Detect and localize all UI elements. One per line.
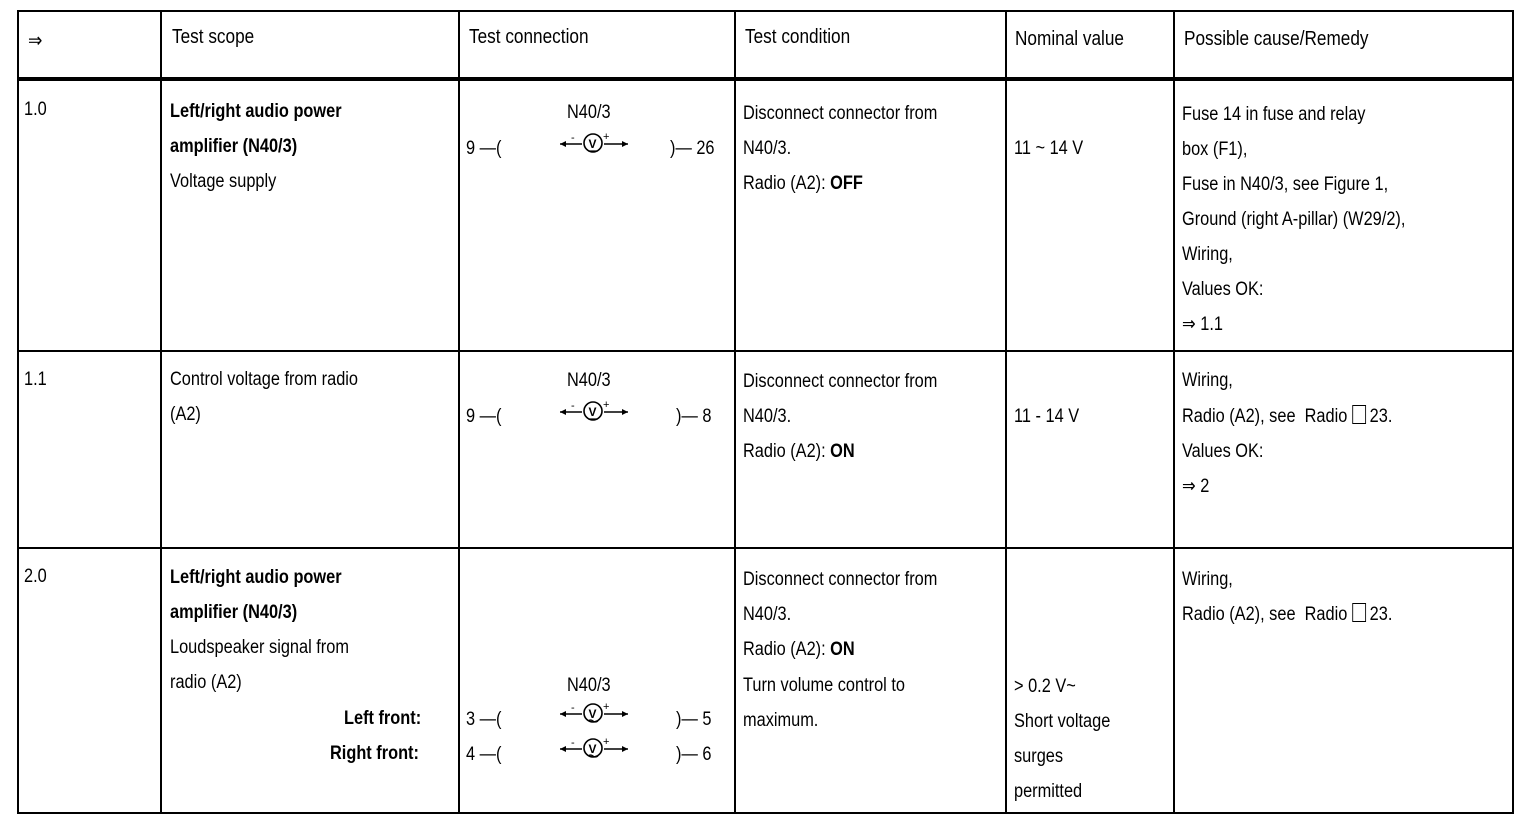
step-number: 1.0 xyxy=(24,99,47,120)
test-scope-title: Left/right audio power amplifier (N40/3) xyxy=(170,101,342,157)
right-front-label: Right front: xyxy=(330,743,419,764)
step-number: 2.0 xyxy=(24,566,47,587)
test-scope-text: Control voltage from radio (A2) xyxy=(170,369,359,425)
column-divider xyxy=(458,10,460,814)
svg-text:V: V xyxy=(588,742,597,756)
header-nominal-value: Nominal value xyxy=(1015,28,1124,50)
reference-box-icon xyxy=(1352,603,1366,622)
possible-cause-line: Wiring, xyxy=(1182,370,1233,391)
pin-right: )— 5 xyxy=(676,709,712,730)
left-front-label: Left front: xyxy=(344,708,422,729)
svg-text:-: - xyxy=(571,400,575,412)
row-divider xyxy=(17,350,1514,352)
nominal-value: > 0.2 V~ Short voltage surges permitted xyxy=(1014,676,1111,802)
voltmeter-symbol-icon xyxy=(558,398,630,424)
pin-right: )— 8 xyxy=(676,406,712,427)
nominal-value: 11 ~ 14 V xyxy=(1014,138,1084,159)
step-number: 1.1 xyxy=(24,369,47,390)
header-test-condition: Test condition xyxy=(745,26,851,48)
svg-text:+: + xyxy=(603,701,610,713)
connector-label: N40/3 xyxy=(567,102,611,123)
test-condition-text: Disconnect connector from N40/3. Radio (A2): ON xyxy=(743,371,938,462)
header-divider xyxy=(17,77,1514,81)
possible-cause-text: Fuse 14 in fuse and relay box (F1), Fuse in N40/3, see Figure 1, Ground (right A-pillar) (W29/2), Wiring, Values OK: ⇒ 1.1 xyxy=(1182,104,1406,335)
connector-label: N40/3 xyxy=(567,675,611,696)
column-divider xyxy=(1005,10,1007,814)
test-condition-text: Turn volume control to maximum. xyxy=(743,675,905,731)
test-scope-text: Voltage supply xyxy=(170,171,277,192)
possible-cause-text: Values OK: ⇒ 2 xyxy=(1182,441,1264,497)
svg-text:V: V xyxy=(588,137,597,151)
voltmeter-symbol-icon xyxy=(558,130,630,156)
column-divider xyxy=(1173,10,1175,814)
svg-text:V: V xyxy=(588,707,597,721)
test-scope-title: Left/right audio power amplifier (N40/3) xyxy=(170,567,342,623)
pin-left: 9 —( xyxy=(466,406,502,427)
header-test-connection: Test connection xyxy=(469,26,589,48)
svg-text:+: + xyxy=(603,131,610,143)
possible-cause-reference: Radio (A2), see Radio 23. xyxy=(1182,604,1393,625)
svg-text:+: + xyxy=(603,736,610,748)
svg-text:-: - xyxy=(571,132,575,144)
reference-box-icon xyxy=(1352,405,1366,424)
test-scope-text: Loudspeaker signal from radio (A2) xyxy=(170,637,349,693)
test-condition-text: Disconnect connector from N40/3. Radio (A2): ON xyxy=(743,569,938,660)
svg-text:+: + xyxy=(603,399,610,411)
pin-left: 3 —( xyxy=(466,709,502,730)
pin-left: 9 —( xyxy=(466,138,502,159)
header-arrow: ⇒ xyxy=(28,30,43,52)
row-divider xyxy=(17,547,1514,549)
svg-text:-: - xyxy=(571,702,575,714)
pin-right: )— 6 xyxy=(676,744,712,765)
nominal-value: 11 - 14 V xyxy=(1014,406,1080,427)
pin-left: 4 —( xyxy=(466,744,502,765)
svg-text:-: - xyxy=(571,737,575,749)
column-divider xyxy=(160,10,162,814)
header-test-scope: Test scope xyxy=(172,26,255,48)
column-divider xyxy=(734,10,736,814)
possible-cause-line: Wiring, xyxy=(1182,569,1233,590)
test-condition-text: Disconnect connector from N40/3. Radio (A2): OFF xyxy=(743,103,938,194)
voltmeter-symbol-icon xyxy=(558,735,630,761)
possible-cause-reference: Radio (A2), see Radio 23. xyxy=(1182,406,1393,427)
connector-label: N40/3 xyxy=(567,370,611,391)
svg-text:V: V xyxy=(588,405,597,419)
voltmeter-symbol-icon xyxy=(558,700,630,726)
pin-right: )— 26 xyxy=(670,138,715,159)
header-possible-cause: Possible cause/Remedy xyxy=(1184,28,1369,50)
